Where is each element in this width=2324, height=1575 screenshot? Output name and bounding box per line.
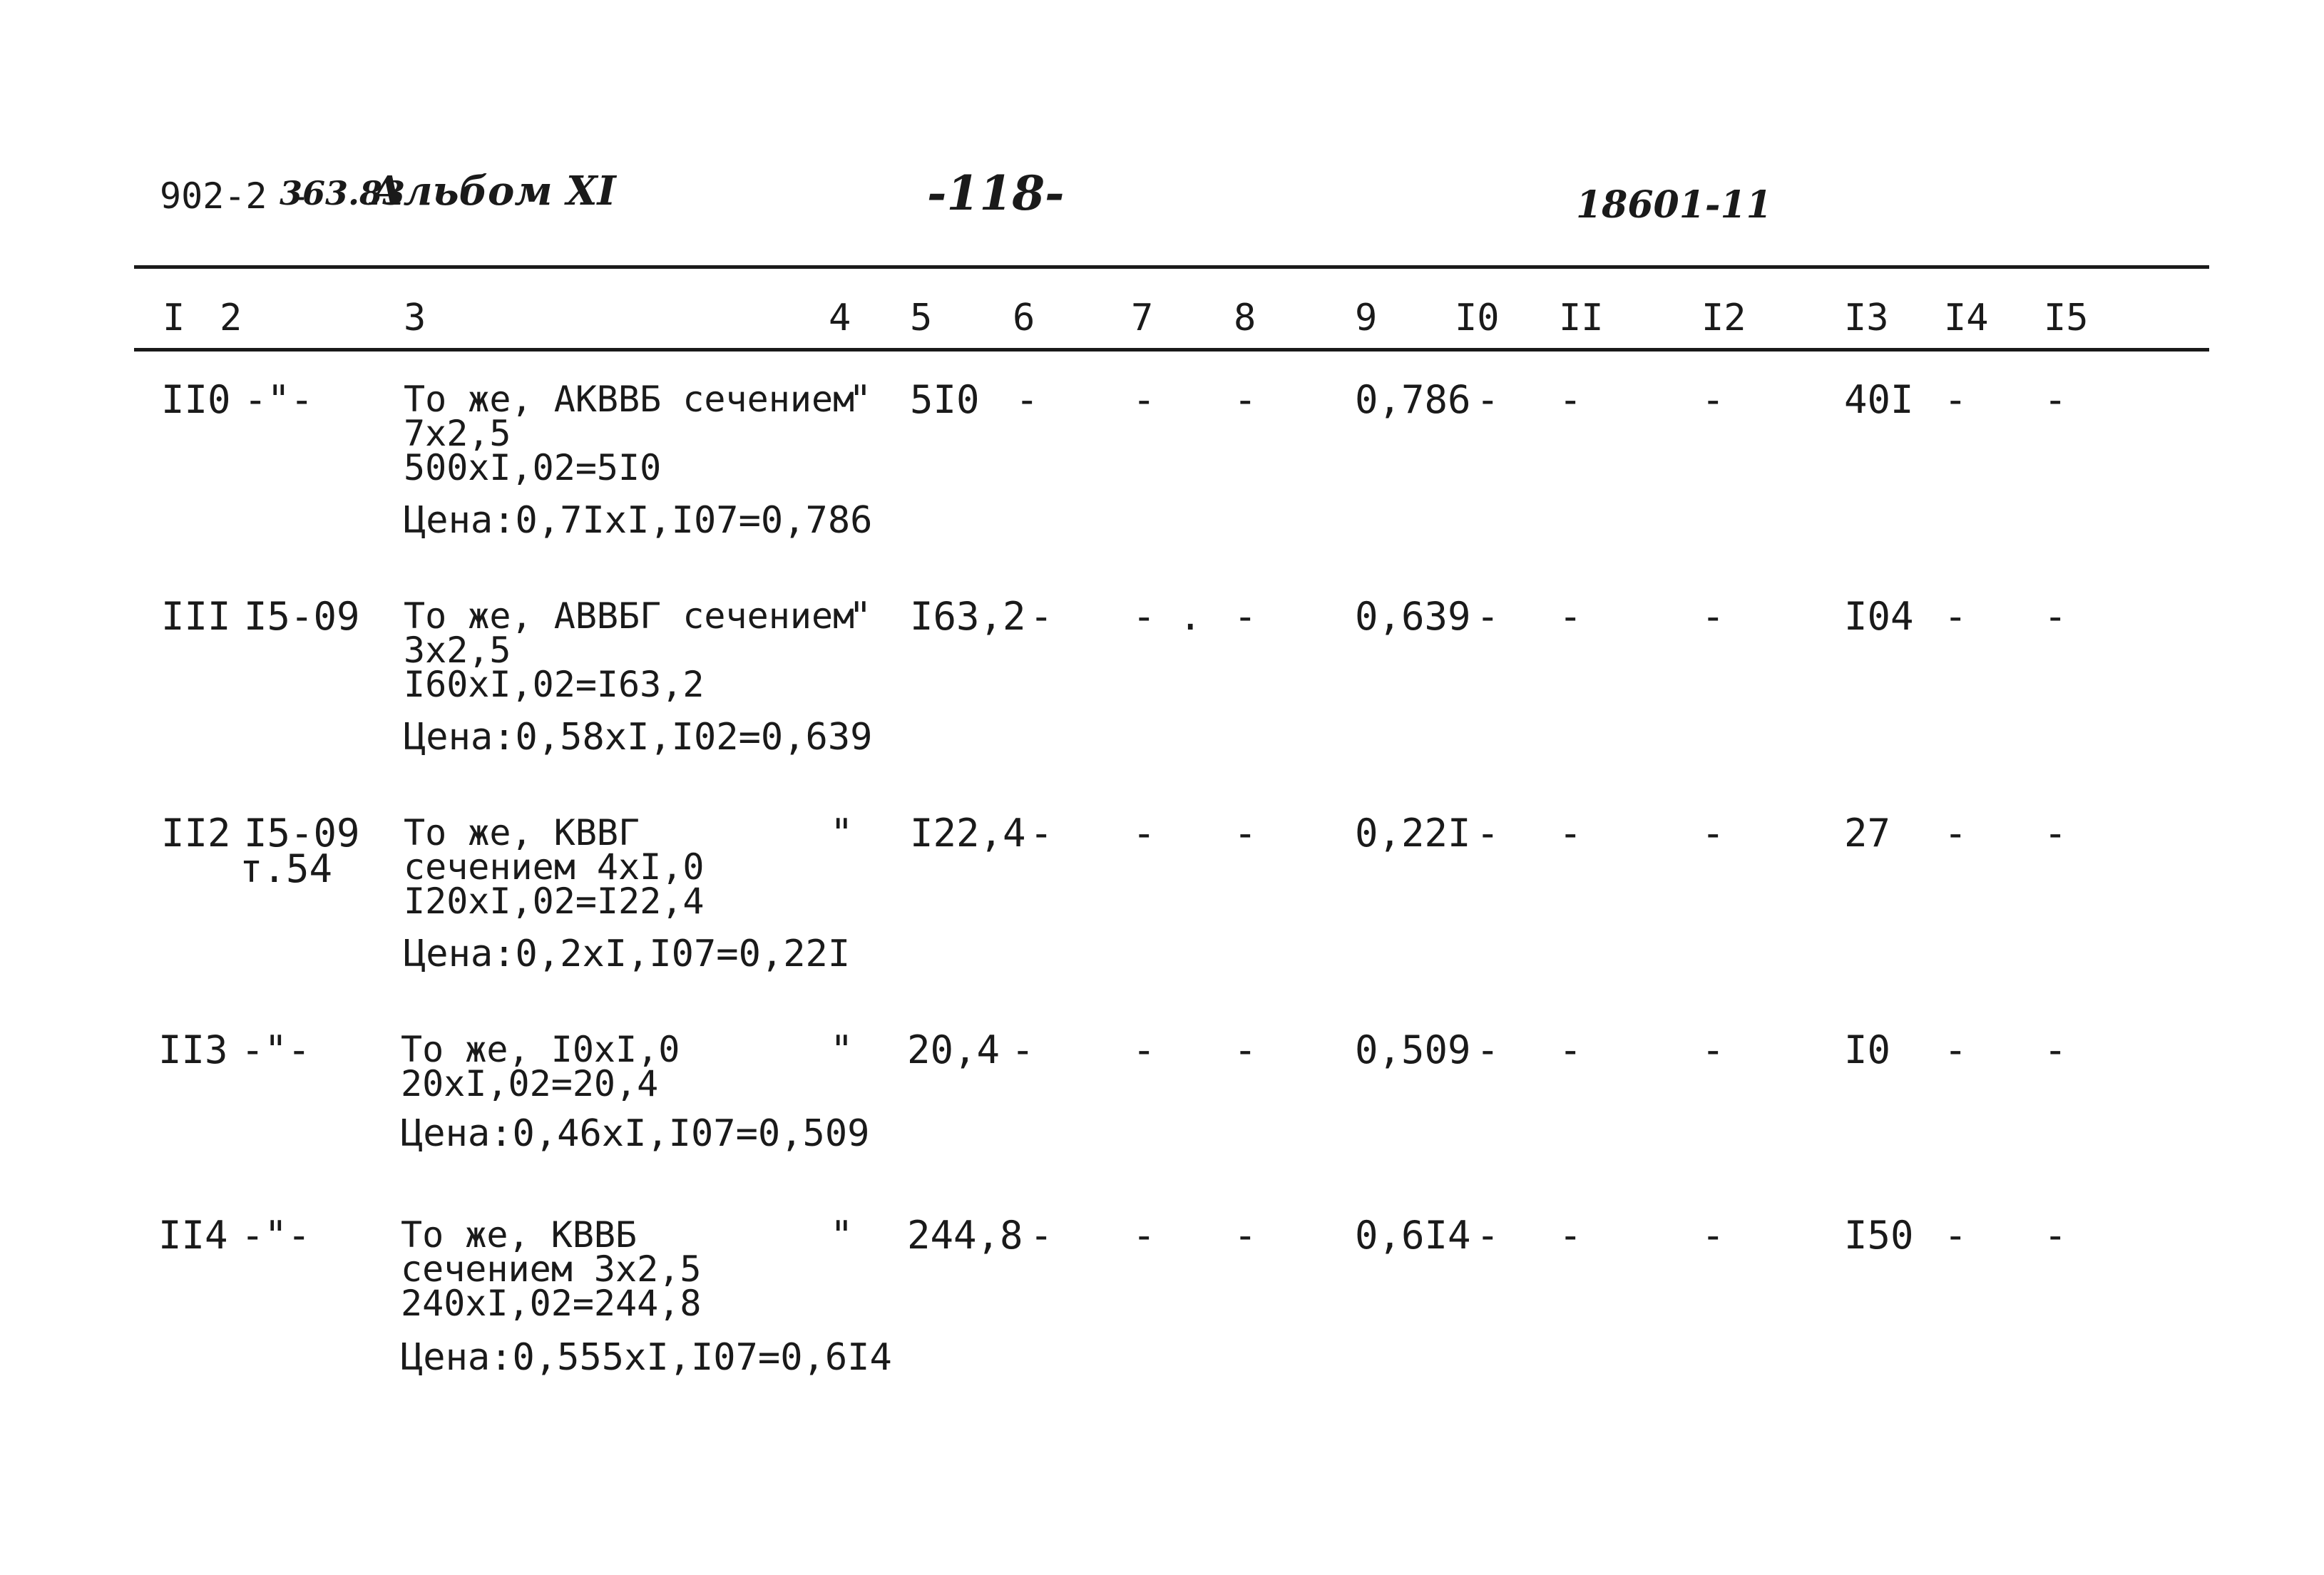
cell-norm-code: I5-09: [244, 594, 360, 639]
cell-col12: -: [1701, 594, 1725, 639]
cell-description-line: сечением 4xI,0: [404, 846, 705, 888]
cell-col8: -: [1234, 1213, 1257, 1258]
cell-norm-table-ref: т.54: [240, 846, 333, 891]
cell-unit: ": [830, 1213, 854, 1258]
column-number: I5: [2044, 297, 2089, 339]
cell-col11: -: [1559, 1213, 1582, 1258]
cell-col12: -: [1701, 811, 1725, 856]
cell-description-line: 3x2,5: [404, 630, 511, 671]
cell-col7: -: [1132, 1213, 1156, 1258]
cell-col14: -: [1944, 1027, 1967, 1072]
column-number: 9: [1355, 297, 1378, 339]
cell-col15: -: [2044, 1027, 2067, 1072]
cell-col9: 0,22I: [1355, 811, 1471, 856]
cell-col12: -: [1701, 377, 1725, 422]
column-number: 4: [829, 297, 851, 339]
cell-col5: I63,2: [910, 594, 1026, 639]
cell-col13: I04: [1844, 594, 1914, 639]
cell-col10: -: [1476, 377, 1500, 422]
cell-unit: ": [830, 1027, 854, 1072]
cell-unit: ": [830, 811, 854, 856]
cell-description-line: То же, КВВБ: [401, 1214, 638, 1256]
cell-col8: -: [1234, 1027, 1257, 1072]
cell-col7: -: [1132, 1027, 1156, 1072]
column-number: 2: [220, 297, 242, 339]
cell-col5: 20,4: [907, 1027, 1000, 1072]
column-number: 8: [1234, 297, 1256, 339]
cell-col14: -: [1944, 811, 1967, 856]
cell-col15: -: [2044, 594, 2067, 639]
cell-col14: -: [1944, 594, 1967, 639]
cell-price-formula: Цена:0,7IxI,I07=0,786: [404, 499, 873, 542]
cell-col5: I22,4: [910, 811, 1026, 856]
cell-description-line: I20xI,02=I22,4: [404, 881, 705, 922]
cell-position-number: III: [161, 594, 231, 639]
cell-col5: 5I0: [910, 377, 980, 422]
cell-col8: -: [1234, 377, 1257, 422]
cell-description-line: То же, АКВВБ сечением: [404, 379, 855, 420]
album-label-handwritten: Альбом XI: [371, 168, 616, 215]
cell-position-number: II4: [158, 1213, 228, 1258]
cell-description-line: То же, I0xI,0: [401, 1029, 680, 1070]
cell-col10: -: [1476, 1027, 1500, 1072]
cell-col10: -: [1476, 811, 1500, 856]
cell-norm-code: -"-: [241, 1213, 311, 1258]
cell-col10: -: [1476, 594, 1500, 639]
column-number: II: [1559, 297, 1604, 339]
column-number: I: [163, 297, 185, 339]
cell-col7: - .: [1132, 594, 1202, 639]
cell-col14: -: [1944, 377, 1967, 422]
page-number: -118-: [927, 165, 1065, 221]
cell-col11: -: [1559, 594, 1582, 639]
table-header-rule: [134, 348, 2209, 352]
cell-col13: 40I: [1844, 377, 1914, 422]
cell-col9: 0,786: [1355, 377, 1471, 422]
cell-col12: -: [1701, 1213, 1725, 1258]
cell-description-line: То же, АВВБГ сечением: [404, 595, 855, 637]
cell-col15: -: [2044, 811, 2067, 856]
column-number: I0: [1455, 297, 1500, 339]
cell-col11: -: [1559, 1027, 1582, 1072]
cell-position-number: II0: [161, 377, 231, 422]
cell-description-line: 7x2,5: [404, 413, 511, 454]
cell-col15: -: [2044, 1213, 2067, 1258]
cell-norm-code: I5-09: [244, 811, 360, 856]
cell-col6: -: [1030, 1213, 1053, 1258]
cell-col12: -: [1701, 1027, 1725, 1072]
cell-col13: I50: [1844, 1213, 1914, 1258]
cell-col6: -: [1030, 811, 1053, 856]
column-number: I2: [1701, 297, 1746, 339]
table-top-rule: [134, 265, 2209, 269]
cell-col8: -: [1234, 811, 1257, 856]
column-number: I3: [1844, 297, 1889, 339]
cell-position-number: II2: [161, 811, 231, 856]
cell-price-formula: Цена:0,555xI,I07=0,6I4: [401, 1336, 892, 1379]
cell-col11: -: [1559, 377, 1582, 422]
cell-unit: ": [849, 594, 872, 639]
cell-col13: 27: [1844, 811, 1891, 856]
cell-col14: -: [1944, 1213, 1967, 1258]
cell-col6: -: [1015, 377, 1039, 422]
cell-col7: -: [1132, 377, 1156, 422]
column-number: 3: [404, 297, 426, 339]
cell-col9: 0,639: [1355, 594, 1471, 639]
document-code: 902-2 -: [160, 175, 310, 217]
cell-col7: -: [1132, 811, 1156, 856]
cell-description-line: 500xI,02=5I0: [404, 447, 662, 488]
cell-price-formula: Цена:0,58xI,I02=0,639: [404, 716, 873, 759]
cell-description-line: 240xI,02=244,8: [401, 1283, 702, 1324]
cell-col9: 0,509: [1355, 1027, 1471, 1072]
cell-col13: I0: [1844, 1027, 1891, 1072]
cell-unit: ": [849, 377, 872, 422]
column-number: 6: [1013, 297, 1035, 339]
cell-col5: 244,8: [907, 1213, 1023, 1258]
cell-norm-code: -"-: [244, 377, 314, 422]
cell-col6: -: [1030, 594, 1053, 639]
cell-col15: -: [2044, 377, 2067, 422]
cell-description-line: I60xI,02=I63,2: [404, 664, 705, 705]
inventory-number: 18601-11: [1576, 183, 1772, 227]
cell-description-line: То же, КВВГ: [404, 812, 640, 853]
cell-col6: -: [1011, 1027, 1035, 1072]
cell-description-line: сечением 3x2,5: [401, 1248, 702, 1290]
column-number: 7: [1131, 297, 1154, 339]
cell-col9: 0,6I4: [1355, 1213, 1471, 1258]
cell-description-line: 20xI,02=20,4: [401, 1063, 659, 1104]
document-code-handwritten: 363.83: [280, 174, 406, 212]
cell-col11: -: [1559, 811, 1582, 856]
cell-price-formula: Цена:0,2xI,I07=0,22I: [404, 933, 851, 975]
cell-norm-code: -"-: [241, 1027, 311, 1072]
cell-col10: -: [1476, 1213, 1500, 1258]
cell-price-formula: Цена:0,46xI,I07=0,509: [401, 1112, 870, 1155]
column-number: I4: [1944, 297, 1989, 339]
cell-col8: -: [1234, 594, 1257, 639]
cell-position-number: II3: [158, 1027, 228, 1072]
column-number: 5: [910, 297, 933, 339]
